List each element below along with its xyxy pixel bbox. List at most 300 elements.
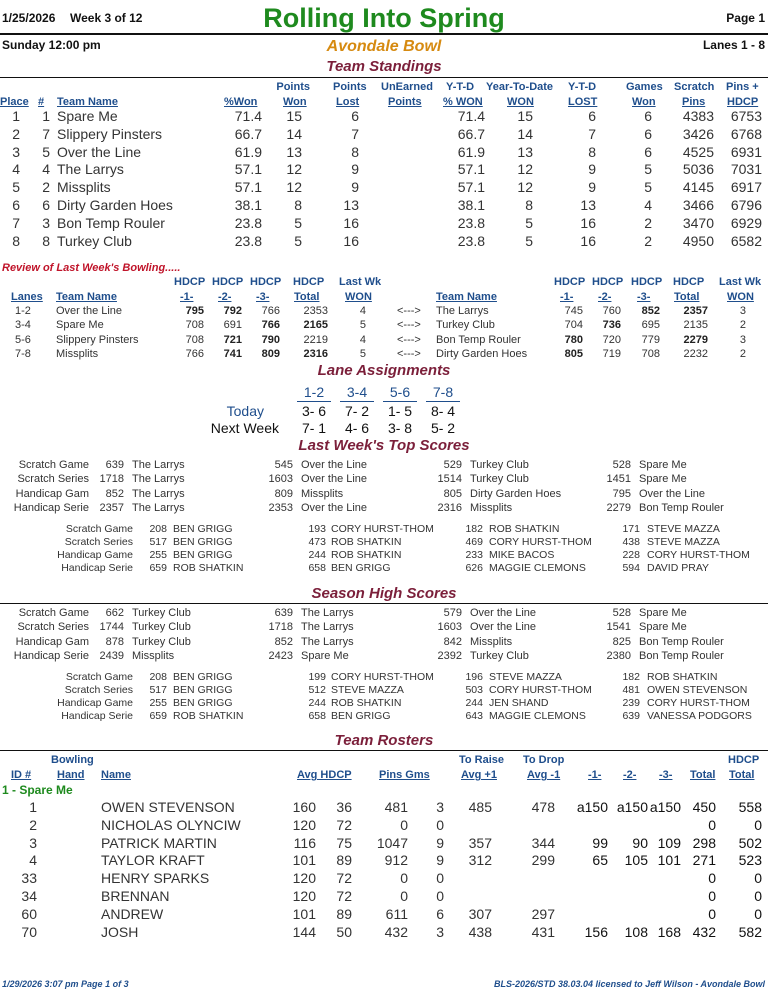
standings-ytd_lost: 6 xyxy=(588,108,596,124)
team-score-name: The Larrys xyxy=(301,607,354,619)
individual-score-value: 658 xyxy=(308,562,326,575)
individual-score-value: 512 xyxy=(308,684,326,697)
review-team_a: Over the Line xyxy=(56,305,123,317)
review-col-team-b: Team Name xyxy=(436,291,497,303)
score-category: Handicap Game xyxy=(57,697,133,710)
individual-score-name: ROB SHATKIN xyxy=(173,710,244,723)
team-score-value: 639 xyxy=(105,459,124,471)
score-category: Scratch Game xyxy=(65,671,133,683)
roster-total: 0 xyxy=(708,870,716,887)
standings-won: 12 xyxy=(286,179,302,196)
team-score-name: Turkey Club xyxy=(470,459,529,471)
score-category: Scratch Game xyxy=(65,523,133,535)
review-bt: 2357 xyxy=(683,305,708,317)
review-team_b: Bon Temp Rouler xyxy=(436,333,521,346)
team-score-value: 2392 xyxy=(437,650,462,663)
review-bt: 2279 xyxy=(683,333,708,346)
standings-hdcp: 6796 xyxy=(730,197,762,213)
individual-score-name: ROB SHATKIN xyxy=(647,671,718,683)
individual-score-name: STEVE MAZZA xyxy=(489,671,562,683)
individual-score-name: STEVE MAZZA xyxy=(331,684,404,697)
individual-score-value: 208 xyxy=(149,523,167,535)
standings-pct: 23.8 xyxy=(234,232,262,249)
individual-score-value: 244 xyxy=(308,697,326,710)
roster-id: 4 xyxy=(29,852,37,869)
roster-name: ANDREW xyxy=(101,905,164,922)
individual-score-name: JEN SHAND xyxy=(489,697,549,710)
roster-g3: 109 xyxy=(657,834,681,851)
score-category: Scratch Series xyxy=(17,473,89,486)
roster-drop: 478 xyxy=(531,799,555,815)
review-col-hdcp-total: HDCP xyxy=(293,276,325,288)
team-score-value: 545 xyxy=(274,459,293,471)
roster-hdcp: 89 xyxy=(336,852,352,869)
team-score-name: Dirty Garden Hoes xyxy=(470,487,562,500)
roster-pins: 432 xyxy=(384,923,408,940)
review-b2: 760 xyxy=(602,305,621,317)
review-col-b-g1: -1- xyxy=(560,291,574,303)
standings-hdcp: 6582 xyxy=(730,232,762,249)
team-score-value: 805 xyxy=(443,487,462,500)
rosters-rule xyxy=(0,750,768,751)
team-score-name: The Larrys xyxy=(132,473,185,486)
next-week-matchup: 4- 6 xyxy=(344,420,370,436)
roster-g1: 99 xyxy=(592,834,608,851)
standings-lost: 7 xyxy=(351,125,359,142)
today-matchup: 7- 2 xyxy=(344,403,370,419)
roster-col-g1: -1- xyxy=(588,769,602,781)
review-lanes: 1-2 xyxy=(15,305,31,317)
standings-pct: 38.1 xyxy=(234,197,262,213)
individual-score-name: CORY HURST-THOM xyxy=(647,549,750,562)
roster-drop: 299 xyxy=(531,852,555,869)
review-col-b-g3: -3- xyxy=(637,291,651,303)
standings-ytd_won: 15 xyxy=(517,108,533,124)
standings-team: Missplits xyxy=(57,179,111,196)
team-score-value: 1603 xyxy=(437,621,462,634)
review-at: 2219 xyxy=(303,333,328,346)
standings-games: 5 xyxy=(644,179,652,196)
roster-name: PATRICK MARTIN xyxy=(101,834,217,851)
today-label: Today xyxy=(226,403,264,419)
standings-hdcp: 6753 xyxy=(730,108,762,124)
team-score-name: Bon Temp Rouler xyxy=(639,635,724,648)
col-points-won-2: Won xyxy=(283,96,307,108)
roster-pins: 611 xyxy=(385,905,408,922)
col-ytd-pct-1: Y-T-D xyxy=(446,81,475,93)
review-team_b: The Larrys xyxy=(436,305,489,317)
roster-drop: 297 xyxy=(531,905,555,922)
team-score-value: 1718 xyxy=(99,473,124,486)
individual-score-value: 193 xyxy=(308,523,326,535)
score-category: Handicap Serie xyxy=(61,710,133,723)
standings-games: 6 xyxy=(644,108,652,124)
next-week-matchup: 7- 1 xyxy=(301,420,327,436)
roster-hdcp: 75 xyxy=(336,834,352,851)
individual-score-value: 639 xyxy=(622,710,640,723)
standings-team: Over the Line xyxy=(57,143,142,160)
team-score-value: 1514 xyxy=(437,473,462,486)
col-pct: %Won xyxy=(224,96,258,108)
standings-pct: 57.1 xyxy=(234,179,262,196)
review-a3: 766 xyxy=(261,319,280,332)
review-a3: 766 xyxy=(261,305,280,317)
review-aw: 5 xyxy=(359,347,366,360)
review-col-lastwk: Last Wk xyxy=(339,276,382,288)
standings-num: 2 xyxy=(42,179,50,196)
standings-hdcp: 6931 xyxy=(730,143,762,160)
score-category: Handicap Serie xyxy=(61,562,133,575)
score-category: Handicap Gam xyxy=(15,635,89,648)
col-ytd-lost-1: Y-T-D xyxy=(568,81,597,93)
team-score-name: Spare Me xyxy=(639,607,687,619)
individual-score-name: BEN GRIGG xyxy=(173,697,233,710)
roster-col-drop-2: Avg -1 xyxy=(527,769,561,781)
roster-total: 298 xyxy=(692,834,716,851)
individual-score-value: 239 xyxy=(622,697,640,710)
roster-id: 2 xyxy=(29,816,37,833)
standings-hdcp: 7031 xyxy=(730,161,762,178)
lane-pair-underline xyxy=(297,401,331,402)
standings-games: 4 xyxy=(644,197,652,213)
roster-name: HENRY SPARKS xyxy=(101,870,210,887)
roster-htotal: 558 xyxy=(738,799,762,815)
team-score-value: 528 xyxy=(612,459,631,471)
col-pinshdcp-1: Pins + xyxy=(726,81,759,93)
team-score-value: 2439 xyxy=(99,650,124,663)
standings-pct: 61.9 xyxy=(234,143,262,160)
review-b3: 852 xyxy=(641,305,660,317)
review-a1: 708 xyxy=(185,333,204,346)
review-at: 2165 xyxy=(303,319,328,332)
team-score-value: 1603 xyxy=(268,473,293,486)
individual-score-value: 659 xyxy=(149,562,167,575)
team-score-name: Spare Me xyxy=(639,473,687,486)
roster-hdcp: 50 xyxy=(336,923,352,940)
standings-lost: 16 xyxy=(343,214,359,231)
roster-id: 34 xyxy=(21,888,37,904)
team-score-name: The Larrys xyxy=(132,487,185,500)
standings-scratch: 4383 xyxy=(682,108,714,124)
individual-score-name: STEVE MAZZA xyxy=(647,536,720,549)
standings-place: 8 xyxy=(12,232,20,249)
roster-hdcp: 72 xyxy=(336,888,352,904)
roster-col-drop-1: To Drop xyxy=(523,754,565,766)
individual-score-value: 196 xyxy=(465,671,483,683)
review-a1: 766 xyxy=(185,347,204,360)
individual-score-name: MAGGIE CLEMONS xyxy=(489,710,586,723)
roster-avg: 120 xyxy=(292,888,316,904)
individual-score-name: OWEN STEVENSON xyxy=(647,684,748,697)
team-score-value: 1744 xyxy=(99,621,124,634)
review-team_a: Slippery Pinsters xyxy=(56,333,139,346)
header-rule xyxy=(0,33,768,35)
roster-gms: 9 xyxy=(436,834,444,851)
standings-num: 6 xyxy=(42,197,50,213)
today-matchup: 3- 6 xyxy=(301,403,327,419)
standings-team: Turkey Club xyxy=(57,232,132,249)
review-col-g3: -3- xyxy=(256,291,270,303)
team-score-name: Missplits xyxy=(132,650,175,663)
roster-id: 33 xyxy=(21,870,37,887)
team-score-value: 825 xyxy=(612,635,631,648)
standings-won: 15 xyxy=(286,108,302,124)
review-lanes: 5-6 xyxy=(15,333,31,346)
standings-pct: 23.8 xyxy=(234,214,262,231)
standings-ytd_lost: 9 xyxy=(588,161,596,178)
standings-ytd_won: 5 xyxy=(525,232,533,249)
individual-score-value: 244 xyxy=(465,697,483,710)
individual-score-name: MIKE BACOS xyxy=(489,549,555,562)
review-b2: 736 xyxy=(602,319,621,332)
individual-score-name: BEN GRIGG xyxy=(331,562,391,575)
review-col-hdcp2: HDCP xyxy=(212,276,244,288)
roster-htotal: 0 xyxy=(754,905,762,922)
standings-games: 6 xyxy=(644,125,652,142)
review-b3: 779 xyxy=(641,333,660,346)
team-score-name: The Larrys xyxy=(301,621,354,634)
today-matchup: 1- 5 xyxy=(387,403,413,419)
standings-num: 5 xyxy=(42,143,50,160)
individual-score-value: 659 xyxy=(149,710,167,723)
roster-drop: 344 xyxy=(531,834,555,851)
team-score-value: 795 xyxy=(612,487,631,500)
standings-games: 5 xyxy=(644,161,652,178)
standings-place: 6 xyxy=(12,197,20,213)
standings-lost: 8 xyxy=(351,143,359,160)
standings-hdcp: 6768 xyxy=(730,125,762,142)
next-week-label: Next Week xyxy=(210,420,279,436)
roster-raise: 307 xyxy=(468,905,492,922)
col-scratch-2: Pins xyxy=(682,96,706,108)
standings-won: 5 xyxy=(294,214,302,231)
review-b2: 719 xyxy=(602,347,621,360)
individual-score-value: 469 xyxy=(465,536,483,549)
individual-score-name: BEN GRIGG xyxy=(173,523,233,535)
roster-pins: 0 xyxy=(400,870,408,887)
individual-score-name: STEVE MAZZA xyxy=(647,523,720,535)
team-score-name: The Larrys xyxy=(301,635,354,648)
team-score-value: 528 xyxy=(612,607,631,619)
standings-ytd_lost: 16 xyxy=(580,232,596,249)
team-score-name: Turkey Club xyxy=(132,621,191,634)
score-category: Scratch Series xyxy=(64,684,133,697)
roster-g2: 90 xyxy=(632,834,648,851)
roster-hdcp: 89 xyxy=(336,905,352,922)
team-score-name: The Larrys xyxy=(132,459,185,471)
roster-avg: 120 xyxy=(292,870,316,887)
roster-g1: 156 xyxy=(584,923,608,940)
roster-col-g3: -3- xyxy=(659,769,673,781)
review-vs: <---> xyxy=(397,347,421,360)
review-team_b: Turkey Club xyxy=(436,319,495,332)
col-pinshdcp-2: HDCP xyxy=(727,96,759,108)
team-score-name: Over the Line xyxy=(301,502,368,515)
standings-pct: 71.4 xyxy=(234,108,262,124)
standings-team: Slippery Pinsters xyxy=(57,125,163,142)
col-scratch-1: Scratch xyxy=(674,81,715,93)
team-score-name: Over the Line xyxy=(301,473,368,486)
team-score-name: Missplits xyxy=(301,487,344,500)
team-score-value: 2380 xyxy=(606,650,631,663)
lane-pair-underline xyxy=(340,401,374,402)
review-at: 2316 xyxy=(303,347,328,360)
review-lanes: 3-4 xyxy=(15,319,31,332)
page-number: Page 1 xyxy=(726,11,765,25)
review-col-b-hdcp1: HDCP xyxy=(554,276,586,288)
review-at: 2353 xyxy=(303,305,328,317)
review-col-hdcp1: HDCP xyxy=(174,276,206,288)
individual-score-name: BEN GRIGG xyxy=(173,536,233,549)
individual-score-value: 481 xyxy=(622,684,640,697)
standings-pct: 57.1 xyxy=(234,161,262,178)
team-score-name: Over the Line xyxy=(639,487,706,500)
page-title: Rolling Into Spring xyxy=(263,3,505,33)
standings-won: 8 xyxy=(294,197,302,213)
roster-pins: 912 xyxy=(384,852,408,869)
standings-num: 7 xyxy=(42,125,50,142)
standings-ytd_lost: 13 xyxy=(580,197,596,213)
review-a2: 691 xyxy=(223,319,242,332)
roster-hdcp: 36 xyxy=(336,799,352,815)
roster-name: JOSH xyxy=(101,923,139,940)
roster-col-bowling: Bowling xyxy=(51,754,94,766)
season-scores-title: Season High Scores xyxy=(311,585,457,602)
score-category: Handicap Gam xyxy=(15,487,89,500)
individual-score-name: CORY HURST-THOM xyxy=(331,523,434,535)
review-vs: <---> xyxy=(397,319,421,332)
standings-ytd_pct: 71.4 xyxy=(457,108,485,124)
roster-g3: 168 xyxy=(657,923,681,940)
team-score-name: Missplits xyxy=(470,635,513,648)
col-ytd-lost-2: LOST xyxy=(568,96,598,108)
standings-ytd_pct: 38.1 xyxy=(457,197,485,213)
standings-scratch: 4145 xyxy=(682,179,714,196)
review-a3: 790 xyxy=(261,333,280,346)
roster-col-hdcp: HDCP xyxy=(728,754,760,766)
individual-score-name: ROB SHATKIN xyxy=(489,523,560,535)
roster-g2: 108 xyxy=(624,923,648,940)
standings-ytd_pct: 57.1 xyxy=(457,161,485,178)
roster-avg: 116 xyxy=(293,834,316,851)
report-date: 1/25/2026 xyxy=(2,11,56,25)
individual-score-value: 594 xyxy=(622,562,640,575)
review-a2: 741 xyxy=(223,347,242,360)
lane-pair-header: 3-4 xyxy=(346,384,368,400)
individual-score-value: 228 xyxy=(622,549,640,562)
standings-won: 5 xyxy=(294,232,302,249)
review-bt: 2135 xyxy=(683,319,708,332)
standings-pct: 66.7 xyxy=(234,125,262,142)
standings-ytd_won: 13 xyxy=(517,143,533,160)
roster-g2: a150 xyxy=(616,799,648,815)
col-games-1: Games xyxy=(626,81,663,93)
team-score-value: 662 xyxy=(105,607,124,619)
standings-lost: 6 xyxy=(351,108,359,124)
roster-raise: 438 xyxy=(468,923,492,940)
individual-score-value: 643 xyxy=(465,710,483,723)
rosters-title: Team Rosters xyxy=(334,732,434,749)
standings-scratch: 5036 xyxy=(682,161,714,178)
standings-team: Dirty Garden Hoes xyxy=(57,197,173,213)
col-team: Team Name xyxy=(57,96,118,108)
review-col-b-hdcp3: HDCP xyxy=(631,276,663,288)
team-score-name: Over the Line xyxy=(470,607,537,619)
review-a2: 792 xyxy=(223,305,242,317)
team-score-name: Turkey Club xyxy=(132,607,191,619)
roster-id: 1 xyxy=(29,799,37,815)
standings-ytd_lost: 16 xyxy=(580,214,596,231)
roster-col-hand: Hand xyxy=(57,769,85,781)
team-score-value: 852 xyxy=(105,487,124,500)
roster-name: TAYLOR KRAFT xyxy=(101,852,205,869)
team-score-name: Bon Temp Rouler xyxy=(639,650,724,663)
individual-score-name: CORY HURST-THOM xyxy=(331,671,434,683)
review-vs: <---> xyxy=(397,305,421,317)
roster-avg: 101 xyxy=(292,852,316,869)
footer-print-info: 1/29/2026 3:07 pm Page 1 of 3 xyxy=(2,979,129,989)
standings-won: 12 xyxy=(286,161,302,178)
individual-score-value: 182 xyxy=(622,671,640,683)
roster-gms: 3 xyxy=(436,799,444,815)
individual-score-value: 171 xyxy=(622,523,640,535)
standings-lost: 9 xyxy=(351,179,359,196)
standings-place: 7 xyxy=(12,214,20,231)
roster-gms: 0 xyxy=(436,888,444,904)
team-score-name: Spare Me xyxy=(301,650,349,663)
review-b3: 708 xyxy=(641,347,660,360)
individual-score-value: 517 xyxy=(149,684,167,697)
review-b2: 720 xyxy=(602,333,621,346)
team-score-value: 878 xyxy=(105,635,124,648)
review-aw: 4 xyxy=(359,333,366,346)
review-vs: <---> xyxy=(397,333,421,346)
team-score-value: 639 xyxy=(274,607,293,619)
individual-score-name: CORY HURST-THOM xyxy=(489,684,592,697)
review-col-team-a: Team Name xyxy=(56,291,117,303)
review-col-g1: -1- xyxy=(180,291,194,303)
col-num: # xyxy=(38,96,45,108)
roster-g2: 105 xyxy=(624,852,648,869)
review-col-hdcp3: HDCP xyxy=(250,276,282,288)
bowling-center: Avondale Bowl xyxy=(326,38,442,55)
col-games-2: Won xyxy=(632,96,656,108)
roster-team-label: 1 - Spare Me xyxy=(2,783,73,797)
individual-score-name: VANESSA PODGORS xyxy=(647,710,752,723)
roster-htotal: 502 xyxy=(738,834,762,851)
standings-scratch: 3470 xyxy=(682,214,714,231)
standings-num: 8 xyxy=(42,232,50,249)
review-b3: 695 xyxy=(641,319,660,332)
roster-gms: 9 xyxy=(436,852,444,869)
team-score-name: Spare Me xyxy=(639,621,687,634)
standings-hdcp: 6917 xyxy=(730,179,762,196)
standings-place: 1 xyxy=(12,108,20,124)
standings-games: 2 xyxy=(644,232,652,249)
roster-raise: 357 xyxy=(468,834,492,851)
individual-score-value: 208 xyxy=(149,671,167,683)
individual-score-value: 658 xyxy=(308,710,326,723)
roster-gms: 0 xyxy=(436,816,444,833)
standings-place: 3 xyxy=(12,143,20,160)
review-aw: 4 xyxy=(359,305,366,317)
standings-num: 1 xyxy=(42,108,50,124)
roster-g3: a150 xyxy=(649,799,681,815)
standings-scratch: 3426 xyxy=(682,125,714,142)
roster-name: NICHOLAS OLYNCIW xyxy=(101,816,241,833)
standings-games: 2 xyxy=(644,214,652,231)
roster-htotal: 0 xyxy=(754,870,762,887)
